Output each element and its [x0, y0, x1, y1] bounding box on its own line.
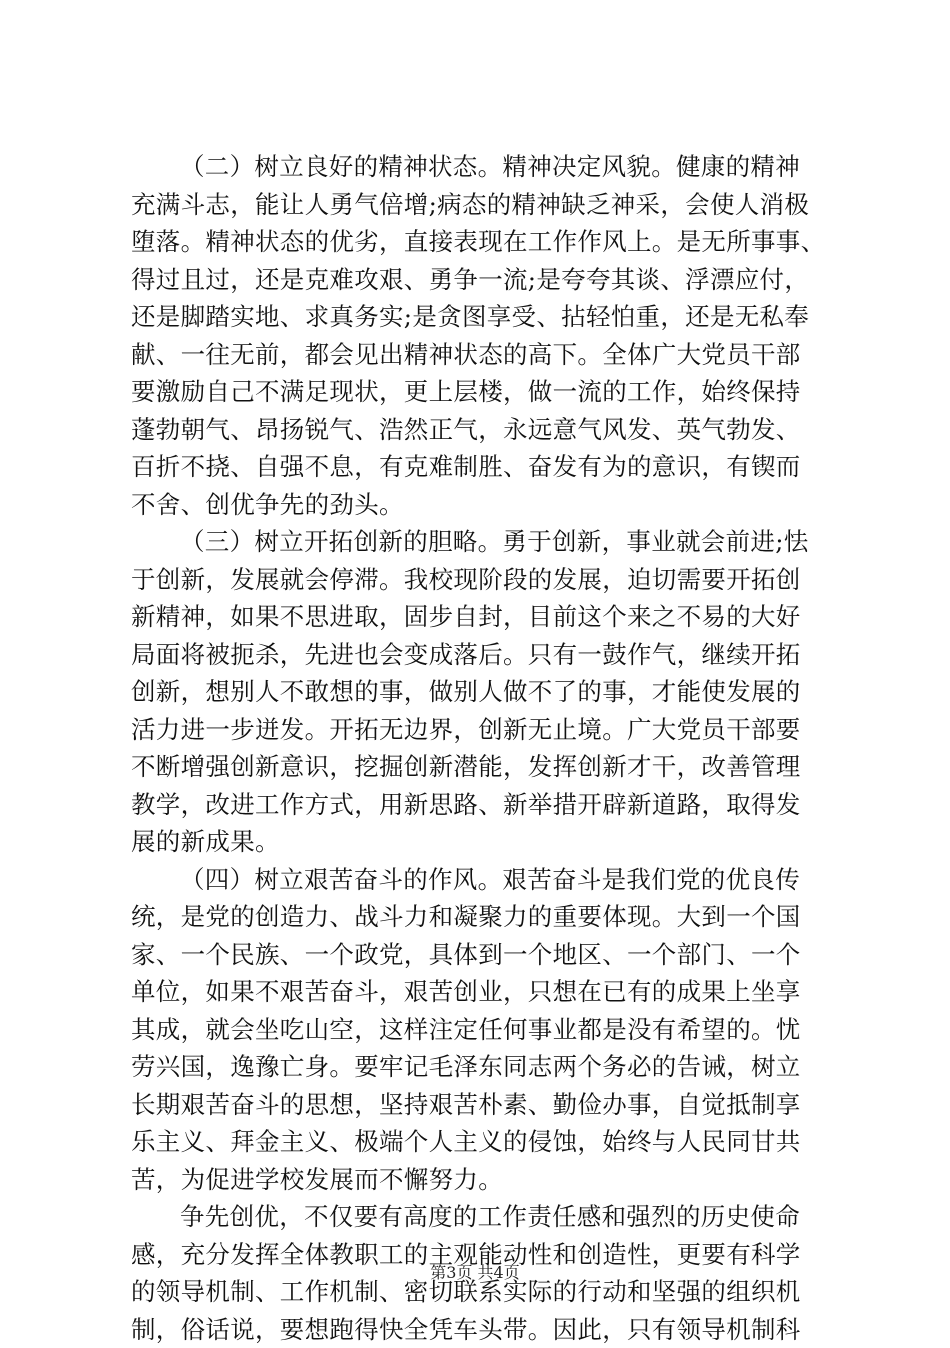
paragraph-4-line-1: （四）树立艰苦奋斗的作风。艰苦奋斗是我们党的优良传	[131, 861, 831, 899]
paragraph-2-line-9: 百折不挠、自强不息，有克难制胜、奋发有为的意识，有锲而	[131, 448, 831, 486]
paragraph-4-line-2: 统，是党的创造力、战斗力和凝聚力的重要体现。大到一个国	[131, 898, 831, 936]
paragraph-4-line-7: 长期艰苦奋斗的思想，坚持艰苦朴素、勤俭办事，自觉抵制享	[131, 1086, 831, 1124]
paragraph-2-line-5: 还是脚踏实地、求真务实;是贪图享受、拈轻怕重，还是无私奉	[131, 298, 831, 336]
paragraph-4-line-5: 其成，就会坐吃山空，这样注定任何事业都是没有希望的。忧	[131, 1011, 831, 1049]
paragraph-2-line-6: 献、一往无前，都会见出精神状态的高下。全体广大党员干部	[131, 336, 831, 374]
paragraph-3-line-3: 新精神，如果不思进取，固步自封，目前这个来之不易的大好	[131, 598, 831, 636]
paragraph-3-line-9: 展的新成果。	[131, 823, 831, 861]
paragraph-4-line-6: 劳兴国，逸豫亡身。要牢记毛泽东同志两个务必的告诫，树立	[131, 1048, 831, 1086]
paragraph-2-line-4: 得过且过，还是克难攻艰、勇争一流;是夸夸其谈、浮漂应付，	[131, 261, 831, 299]
paragraph-2-line-10: 不舍、创优争先的劲头。	[131, 486, 831, 524]
paragraph-2-line-3: 堕落。精神状态的优劣，直接表现在工作作风上。是无所事事、	[131, 223, 831, 261]
paragraph-2-line-7: 要激励自己不满足现状，更上层楼，做一流的工作，始终保持	[131, 373, 831, 411]
paragraph-5-line-2: 感，充分发挥全体教职工的主观能动性和创造性，更要有科学	[131, 1236, 831, 1274]
paragraph-5-line-1: 争先创优，不仅要有高度的工作责任感和强烈的历史使命	[131, 1198, 831, 1236]
paragraph-4-line-4: 单位，如果不艰苦奋斗，艰苦创业，只想在已有的成果上坐享	[131, 973, 831, 1011]
paragraph-3-line-2: 于创新，发展就会停滞。我校现阶段的发展，迫切需要开拓创	[131, 561, 831, 599]
paragraph-4-line-8: 乐主义、拜金主义、极端个人主义的侵蚀，始终与人民同甘共	[131, 1123, 831, 1161]
paragraph-5-line-3: 的领导机制、工作机制、密切联系实际的行动和坚强的组织机	[131, 1273, 831, 1311]
paragraph-4-line-9: 苦，为促进学校发展而不懈努力。	[131, 1161, 831, 1199]
paragraph-2-line-1: （二）树立良好的精神状态。精神决定风貌。健康的精神	[131, 148, 831, 186]
paragraph-4-line-3: 家、一个民族、一个政党，具体到一个地区、一个部门、一个	[131, 936, 831, 974]
paragraph-2-line-2: 充满斗志，能让人勇气倍增;病态的精神缺乏神采，会使人消极	[131, 186, 831, 224]
document-body	[131, 148, 831, 1348]
paragraph-3-line-6: 活力进一步迸发。开拓无边界，创新无止境。广大党员干部要	[131, 711, 831, 749]
page-number-footer: 第3页 共4页	[0, 1262, 950, 1284]
paragraph-2-line-8: 蓬勃朝气、昂扬锐气、浩然正气，永远意气风发、英气勃发、	[131, 411, 831, 449]
paragraph-3-line-4: 局面将被扼杀，先进也会变成落后。只有一鼓作气，继续开拓	[131, 636, 831, 674]
paragraph-3-line-1: （三）树立开拓创新的胆略。勇于创新，事业就会前进;怯	[131, 523, 831, 561]
paragraph-3-line-8: 教学，改进工作方式，用新思路、新举措开辟新道路，取得发	[131, 786, 831, 824]
paragraph-5-line-4: 制，俗话说，要想跑得快全凭车头带。因此，只有领导机制科	[131, 1311, 831, 1348]
paragraph-3-line-5: 创新，想别人不敢想的事，做别人做不了的事，才能使发展的	[131, 673, 831, 711]
paragraph-3-line-7: 不断增强创新意识，挖掘创新潜能，发挥创新才干，改善管理	[131, 748, 831, 786]
